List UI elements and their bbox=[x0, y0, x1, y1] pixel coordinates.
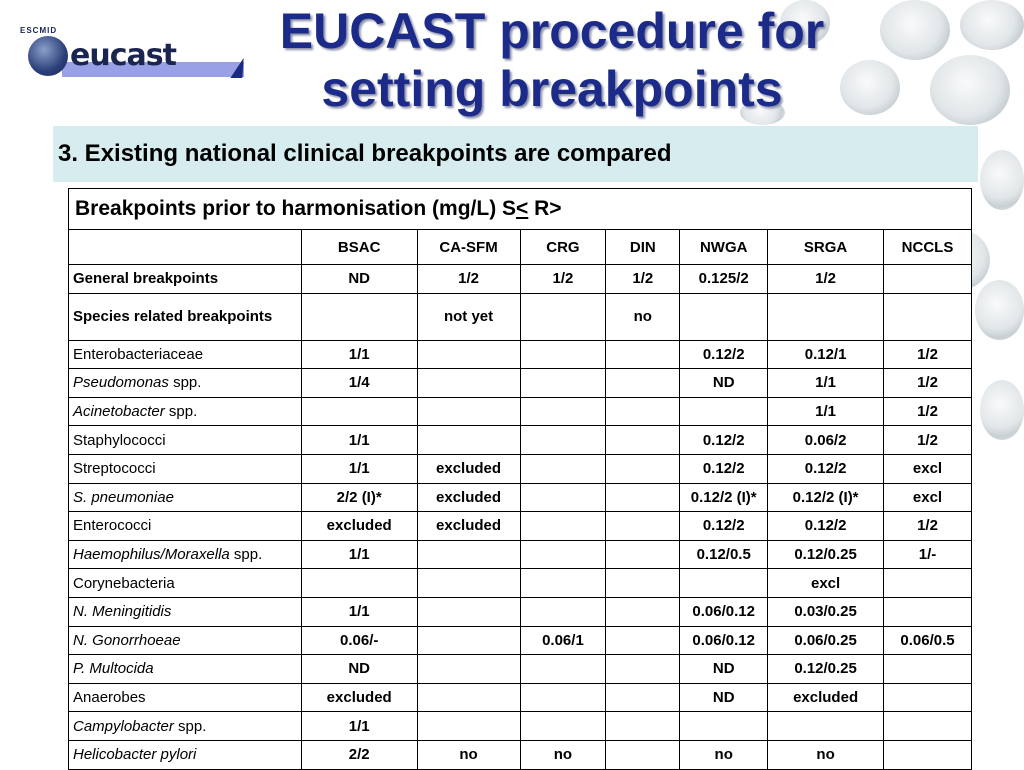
table-cell bbox=[301, 293, 417, 340]
table-cell bbox=[884, 740, 972, 769]
column-header: DIN bbox=[606, 230, 680, 265]
table-cell bbox=[520, 397, 606, 426]
eucast-logo bbox=[18, 28, 230, 84]
table-cell bbox=[606, 397, 680, 426]
table-cell: 2/2 (I)* bbox=[301, 483, 417, 512]
table-cell: excluded bbox=[417, 454, 520, 483]
table-cell: ND bbox=[680, 683, 768, 712]
row-label: Enterobacteriaceae bbox=[69, 340, 302, 369]
table-cell bbox=[520, 369, 606, 398]
table-cell: 1/1 bbox=[301, 712, 417, 741]
table-cell bbox=[417, 712, 520, 741]
table-cell bbox=[520, 483, 606, 512]
table-cell: 0.12/2 (I)* bbox=[680, 483, 768, 512]
row-label bbox=[69, 626, 302, 655]
table-cell: not yet bbox=[417, 293, 520, 340]
row-label-italic: Helicobacter pylori bbox=[73, 746, 197, 764]
table-row bbox=[69, 293, 972, 340]
table-cell bbox=[301, 569, 417, 598]
table-cell: 0.12/2 bbox=[680, 426, 768, 455]
table-cell: 1/2 bbox=[417, 265, 520, 294]
table-cell: excluded bbox=[301, 512, 417, 541]
logo-text: eucast bbox=[70, 38, 176, 73]
row-label bbox=[69, 540, 302, 569]
table-cell bbox=[884, 683, 972, 712]
table-cell: no bbox=[520, 740, 606, 769]
table-cell bbox=[417, 426, 520, 455]
table-cell bbox=[417, 683, 520, 712]
table-cell: 1/2 bbox=[884, 340, 972, 369]
table-cell: 1/4 bbox=[301, 369, 417, 398]
table-cell bbox=[417, 626, 520, 655]
table-header-row bbox=[69, 230, 972, 265]
table-cell: 0.06/0.12 bbox=[680, 597, 768, 626]
table-cell bbox=[520, 512, 606, 541]
table-cell bbox=[520, 683, 606, 712]
logo-arc-text: ESCMID bbox=[20, 26, 58, 35]
caption-main: Breakpoints prior to harmonisation (mg/L) S bbox=[75, 197, 517, 220]
table-row bbox=[69, 426, 972, 455]
column-header: SRGA bbox=[768, 230, 884, 265]
table-cell bbox=[606, 712, 680, 741]
table-cell bbox=[417, 569, 520, 598]
table-cell bbox=[417, 397, 520, 426]
table-cell: excl bbox=[884, 483, 972, 512]
table-row bbox=[69, 655, 972, 684]
table-row bbox=[69, 265, 972, 294]
table-cell: 1/1 bbox=[301, 454, 417, 483]
row-label bbox=[69, 712, 302, 741]
table-cell: no bbox=[417, 740, 520, 769]
table-cell bbox=[884, 569, 972, 598]
table-cell bbox=[520, 569, 606, 598]
caption-r: R> bbox=[528, 197, 562, 220]
row-label bbox=[69, 597, 302, 626]
table-cell bbox=[680, 712, 768, 741]
row-label-suffix: spp. bbox=[164, 403, 198, 421]
row-label bbox=[69, 740, 302, 769]
table-cell: 0.125/2 bbox=[680, 265, 768, 294]
table-cell: 0.06/- bbox=[301, 626, 417, 655]
table-cell: 1/2 bbox=[884, 426, 972, 455]
table-cell bbox=[606, 454, 680, 483]
table-cell: 1/2 bbox=[606, 265, 680, 294]
table-cell: ND bbox=[301, 265, 417, 294]
title-line-1: EUCAST procedure for bbox=[279, 3, 825, 59]
table-row bbox=[69, 454, 972, 483]
table-row bbox=[69, 626, 972, 655]
row-label bbox=[69, 655, 302, 684]
table-cell: 1/2 bbox=[884, 512, 972, 541]
table-cell: 1/2 bbox=[884, 369, 972, 398]
column-header: NCCLS bbox=[884, 230, 972, 265]
table-cell: 0.06/2 bbox=[768, 426, 884, 455]
row-label-italic: P. Multocida bbox=[73, 660, 154, 678]
row-label-italic: Acinetobacter bbox=[73, 403, 165, 421]
column-header: CA-SFM bbox=[417, 230, 520, 265]
globe-icon bbox=[28, 36, 68, 76]
table-cell: 1/1 bbox=[301, 426, 417, 455]
table-cell bbox=[520, 655, 606, 684]
column-header: CRG bbox=[520, 230, 606, 265]
table-cell: 0.12/0.25 bbox=[768, 655, 884, 684]
table-cell bbox=[768, 293, 884, 340]
table-row bbox=[69, 712, 972, 741]
table-cell: excluded bbox=[417, 483, 520, 512]
table-cell: 0.12/2 bbox=[680, 512, 768, 541]
row-label bbox=[69, 397, 302, 426]
table-cell: 1/2 bbox=[520, 265, 606, 294]
table-cell bbox=[606, 569, 680, 598]
title-line-2: setting breakpoints bbox=[321, 61, 783, 117]
table-cell: 1/1 bbox=[301, 540, 417, 569]
breakpoints-table bbox=[68, 188, 972, 770]
table-cell: excl bbox=[768, 569, 884, 598]
row-label-suffix: spp. bbox=[173, 717, 207, 735]
table-cell: excl bbox=[884, 454, 972, 483]
table-row bbox=[69, 683, 972, 712]
table-cell bbox=[606, 512, 680, 541]
table-cell bbox=[606, 483, 680, 512]
table-row bbox=[69, 369, 972, 398]
table-cell: ND bbox=[680, 369, 768, 398]
table-cell bbox=[606, 540, 680, 569]
table-cell: 1/1 bbox=[768, 397, 884, 426]
table-cell: 0.12/0.25 bbox=[768, 540, 884, 569]
table-cell bbox=[520, 340, 606, 369]
column-header: BSAC bbox=[301, 230, 417, 265]
row-label: General breakpoints bbox=[69, 265, 302, 294]
table-row bbox=[69, 740, 972, 769]
table-cell bbox=[606, 655, 680, 684]
table-cell bbox=[520, 426, 606, 455]
table-cell: 0.06/0.12 bbox=[680, 626, 768, 655]
table-cell bbox=[768, 712, 884, 741]
table-cell bbox=[417, 540, 520, 569]
table-cell bbox=[884, 655, 972, 684]
row-label-suffix: spp. bbox=[168, 374, 202, 392]
table-cell: 2/2 bbox=[301, 740, 417, 769]
table-row bbox=[69, 397, 972, 426]
row-label-italic: Pseudomonas bbox=[73, 374, 169, 392]
table-cell: 1/1 bbox=[301, 340, 417, 369]
table-cell bbox=[520, 454, 606, 483]
table-cell: excluded bbox=[768, 683, 884, 712]
table-cell bbox=[417, 655, 520, 684]
table-cell bbox=[606, 369, 680, 398]
table-cell bbox=[606, 626, 680, 655]
row-label-italic: N. Gonorrhoeae bbox=[73, 631, 181, 649]
row-label-italic: N. Meningitidis bbox=[73, 603, 172, 621]
table-row bbox=[69, 340, 972, 369]
row-label: Species related breakpoints bbox=[69, 293, 302, 340]
table-cell: ND bbox=[301, 655, 417, 684]
table-cell: 1/1 bbox=[301, 597, 417, 626]
row-label: Streptococci bbox=[69, 454, 302, 483]
table-caption-row bbox=[69, 189, 972, 230]
table-cell: 0.06/0.5 bbox=[884, 626, 972, 655]
table-cell: ND bbox=[680, 655, 768, 684]
row-label: Corynebacteria bbox=[69, 569, 302, 598]
table-cell: 0.12/2 bbox=[680, 340, 768, 369]
table-cell bbox=[606, 340, 680, 369]
row-label-italic: S. pneumoniae bbox=[73, 488, 174, 506]
caption-le-symbol: < bbox=[516, 197, 529, 220]
row-label: Staphylococci bbox=[69, 426, 302, 455]
table-cell bbox=[884, 712, 972, 741]
table-caption bbox=[69, 189, 972, 230]
page-title bbox=[232, 2, 872, 118]
row-label-suffix: spp. bbox=[229, 546, 263, 564]
table-cell: excluded bbox=[417, 512, 520, 541]
table-cell: 0.06/0.25 bbox=[768, 626, 884, 655]
table-cell: 0.12/1 bbox=[768, 340, 884, 369]
table-cell bbox=[884, 265, 972, 294]
table-cell bbox=[520, 712, 606, 741]
table-cell bbox=[680, 293, 768, 340]
table-cell bbox=[417, 369, 520, 398]
table-cell bbox=[520, 597, 606, 626]
table-cell bbox=[606, 740, 680, 769]
table-cell bbox=[884, 293, 972, 340]
table-cell: 0.12/2 bbox=[768, 512, 884, 541]
row-label: Anaerobes bbox=[69, 683, 302, 712]
table-cell: no bbox=[606, 293, 680, 340]
row-label bbox=[69, 483, 302, 512]
table-cell: 0.12/2 (I)* bbox=[768, 483, 884, 512]
table-row bbox=[69, 569, 972, 598]
table-cell: 1/2 bbox=[884, 397, 972, 426]
table-cell bbox=[606, 597, 680, 626]
table-row bbox=[69, 597, 972, 626]
table-cell: 0.03/0.25 bbox=[768, 597, 884, 626]
column-header: NWGA bbox=[680, 230, 768, 265]
table-cell bbox=[680, 569, 768, 598]
table-row bbox=[69, 540, 972, 569]
table-cell: 1/1 bbox=[768, 369, 884, 398]
row-label-italic: Campylobacter bbox=[73, 717, 174, 735]
subtitle: 3. Existing national clinical breakpoints are compared bbox=[58, 140, 672, 167]
row-label bbox=[69, 369, 302, 398]
table-cell bbox=[520, 293, 606, 340]
table-cell bbox=[606, 426, 680, 455]
table-cell bbox=[301, 397, 417, 426]
table-cell: 1/- bbox=[884, 540, 972, 569]
table-cell bbox=[680, 397, 768, 426]
table-row bbox=[69, 483, 972, 512]
table-cell bbox=[884, 597, 972, 626]
table-cell: 0.06/1 bbox=[520, 626, 606, 655]
table-cell: excluded bbox=[301, 683, 417, 712]
table-row bbox=[69, 512, 972, 541]
table-cell bbox=[520, 540, 606, 569]
table-cell: no bbox=[768, 740, 884, 769]
column-header bbox=[69, 230, 302, 265]
table-cell bbox=[417, 340, 520, 369]
table-cell: no bbox=[680, 740, 768, 769]
table-cell: 0.12/2 bbox=[680, 454, 768, 483]
table-cell: 1/2 bbox=[768, 265, 884, 294]
table-cell bbox=[417, 597, 520, 626]
table-cell: 0.12/2 bbox=[768, 454, 884, 483]
table-cell: 0.12/0.5 bbox=[680, 540, 768, 569]
table-cell bbox=[606, 683, 680, 712]
row-label: Enterococci bbox=[69, 512, 302, 541]
row-label-italic: Haemophilus/Moraxella bbox=[73, 546, 230, 564]
